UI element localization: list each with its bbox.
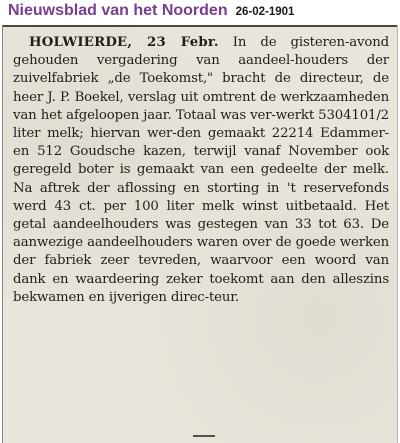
- newspaper-clipping: [2, 25, 398, 443]
- publication-date: 26-02-1901: [235, 6, 295, 18]
- bottom-divider: [193, 435, 215, 443]
- masthead: [8, 2, 294, 24]
- top-rule: [3, 25, 397, 27]
- article-body: In de gisteren-avond gehouden vergadering van aandeel-houders der zuivelfabriek „de Toekomst," bracht de directeur, de heer J. P. Boekel, verslag uit omtrent de werkzaamheden van het afgeloopen jaar. Totaal was ver-werkt 5304101/2 liter melk; hiervan wer-den gemaakt 22214 Edammer- en 512 Goudsche kazen, terwijl vanaf November ook geregeld boter is gemaakt van een gedeelte der melk. Na aftrek der aflossing en storting in 't reservefonds werd 43 ct. per 100 liter melk winst uitbetaald. Het getal aandeelhouders was gestegen van 33 tot 63. De aanwezige aandeelhouders waren over de goede werken der fabriek zeer tevreden, waarvoor een woord van dank en waardeering zeker toekomt aan den alleszins bekwamen en ijverigen direc-teur.: [13, 35, 389, 305]
- article: [13, 34, 389, 307]
- newspaper-title: Nieuwsblad van het Noorden: [8, 2, 228, 19]
- article-dateline: HOLWIERDE, 23 Febr.: [29, 35, 219, 50]
- article-paragraph: [13, 34, 389, 307]
